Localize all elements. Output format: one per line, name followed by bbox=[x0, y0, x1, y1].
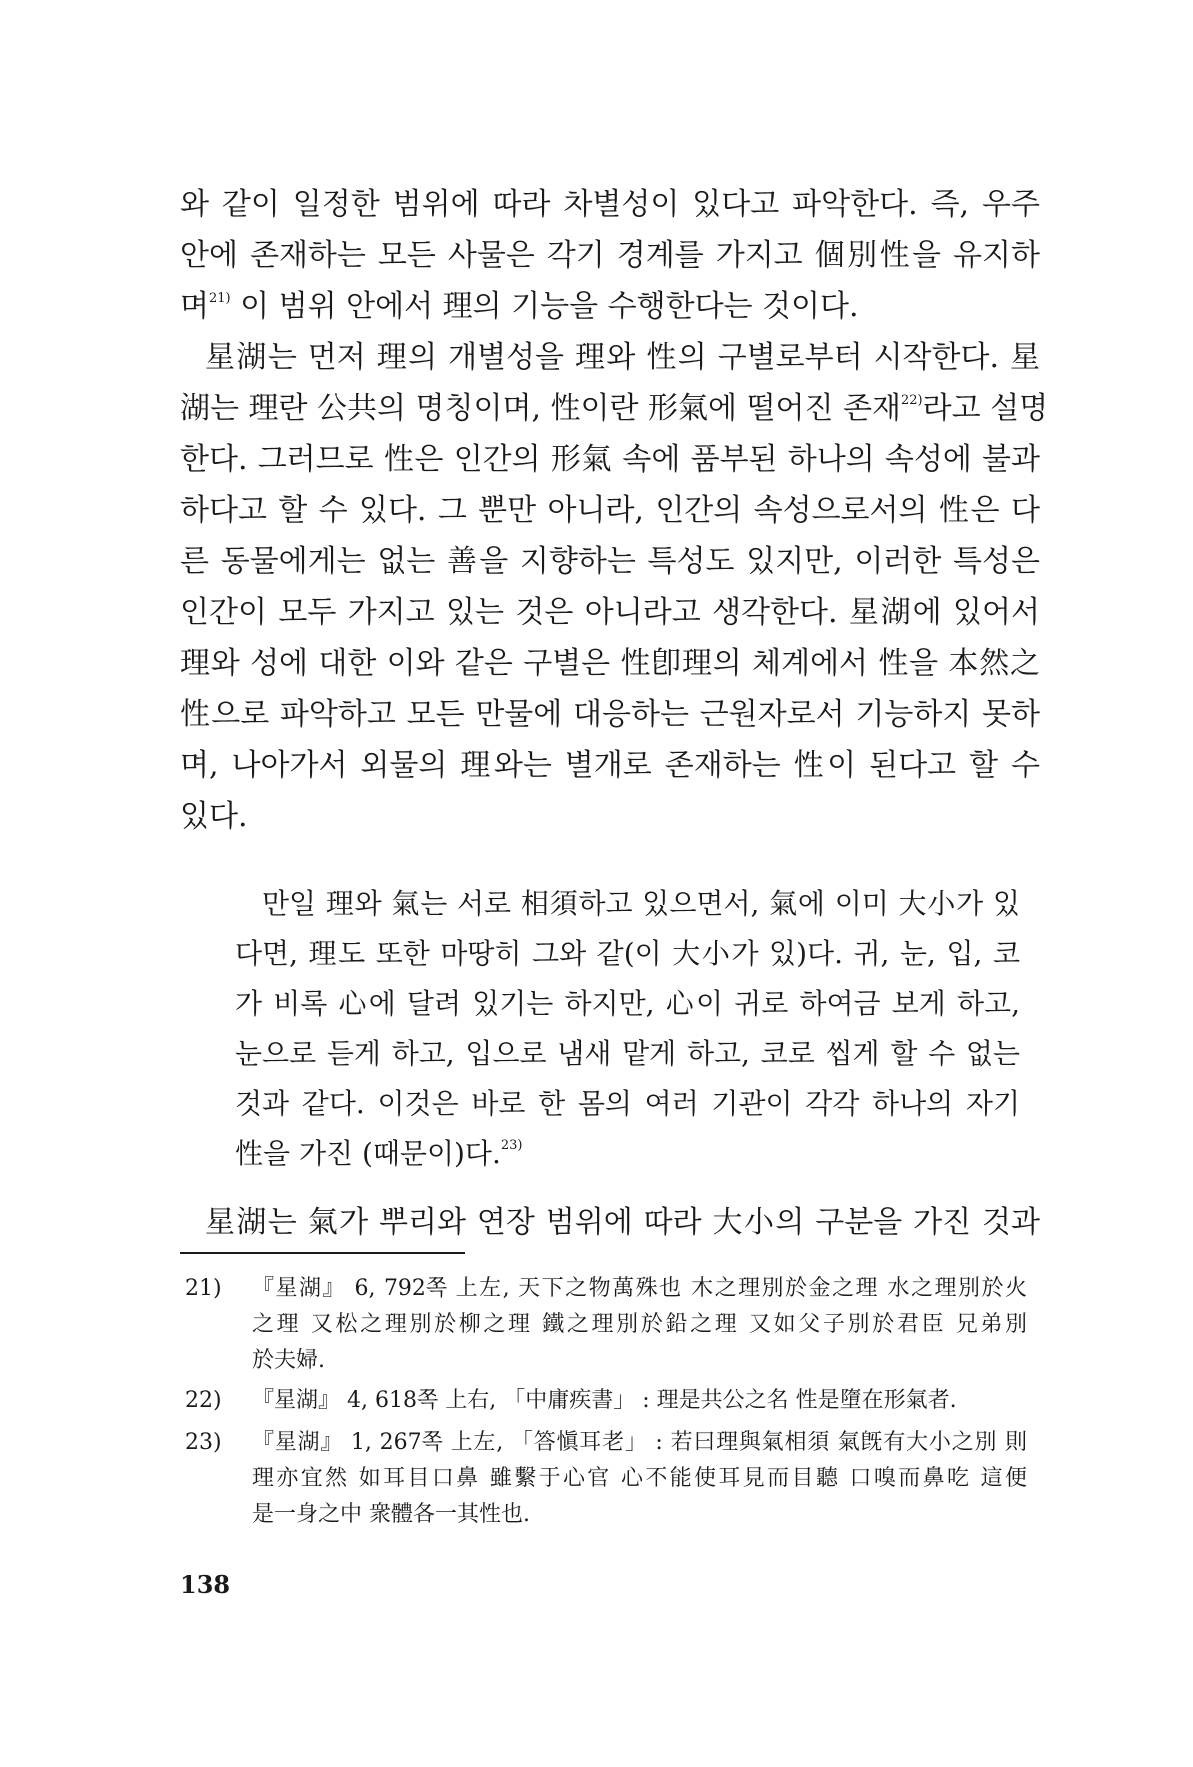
footnote-21-line-1: 『星湖』 6, 792쪽 上左, 天下之物萬殊也 木之理別於金之理 水之理別於火 bbox=[252, 1276, 1027, 1301]
footnote-23-line-1: 『星湖』 1, 267쪽 上左, 「答愼耳老」 : 若曰理與氣相須 氣旣有大小之別 則 bbox=[252, 1430, 1027, 1455]
body-line-12: 며, 나아가서 외물의 理와는 별개로 존재하는 性이 된다고 할 수 bbox=[180, 748, 1040, 783]
footnote-divider bbox=[180, 1252, 465, 1254]
footnote-23-line-2: 理亦宜然 如耳目口鼻 雖繫于心官 心不能使耳見而目聽 口嗅而鼻吃 這便 bbox=[252, 1466, 1027, 1491]
body-line-5-rest: 라고 설명 bbox=[922, 391, 1049, 426]
footnote-ref-23: 23) bbox=[500, 1138, 523, 1153]
footnote-23-number: 23) bbox=[185, 1430, 222, 1455]
body-line-3-start: 며 bbox=[180, 289, 209, 324]
body-line-3 bbox=[180, 289, 1040, 324]
body-line-9: 인간이 모두 가지고 있는 것은 아니라고 생각한다. 星湖에 있어서 bbox=[180, 595, 1040, 630]
footnote-22-line-1: 『星湖』 4, 618쪽 上右, 「中庸疾書」 : 理是共公之名 性是墮在形氣者. bbox=[252, 1388, 957, 1413]
quote-line-3: 가 비록 心에 달려 있기는 하지만, 心이 귀로 하여금 보게 하고, bbox=[235, 987, 1020, 1020]
footnote-22-number: 22) bbox=[185, 1388, 222, 1413]
footnote-21-line-3: 於夫婦. bbox=[252, 1348, 325, 1373]
page-number: 138 bbox=[180, 1570, 231, 1599]
quote-line-1: 만일 理와 氣는 서로 相須하고 있으면서, 氣에 이미 大小가 있 bbox=[262, 887, 1020, 920]
body-line-11: 性으로 파악하고 모든 만물에 대응하는 근원자로서 기능하지 못하 bbox=[180, 697, 1040, 732]
body-line-7: 하다고 할 수 있다. 그 뿐만 아니라, 인간의 속성으로서의 性은 다 bbox=[180, 493, 1040, 528]
footnote-ref-22: 22) bbox=[901, 393, 923, 408]
body-line-1: 와 같이 일정한 범위에 따라 차별성이 있다고 파악한다. 즉, 우주 bbox=[180, 187, 1040, 222]
body-line-4: 星湖는 먼저 理의 개별성을 理와 性의 구별로부터 시작한다. 星 bbox=[205, 340, 1040, 375]
quote-line-2: 다면, 理도 또한 마땅히 그와 같(이 大小가 있)다. 귀, 눈, 입, 코 bbox=[235, 937, 1020, 970]
quote-line-6-text: 性을 가진 (때문이)다. bbox=[235, 1137, 501, 1170]
body-line-after-quote: 星湖는 氣가 뿌리와 연장 범위에 따라 大小의 구분을 가진 것과 bbox=[205, 1205, 1040, 1240]
body-line-6: 한다. 그러므로 性은 인간의 形氣 속에 품부된 하나의 속성에 불과 bbox=[180, 442, 1040, 477]
body-line-3-rest: 이 범위 안에서 理의 기능을 수행한다는 것이다. bbox=[230, 289, 859, 324]
footnote-21-number: 21) bbox=[185, 1276, 222, 1301]
body-line-5 bbox=[180, 391, 1049, 426]
body-line-2: 안에 존재하는 모든 사물은 각기 경계를 가지고 個別性을 유지하 bbox=[180, 238, 1040, 273]
footnote-23-line-3: 是一身之中 衆體各一其性也. bbox=[252, 1502, 530, 1527]
quote-line-4: 눈으로 듣게 하고, 입으로 냄새 맡게 하고, 코로 씹게 할 수 없는 bbox=[235, 1037, 1020, 1070]
body-line-10: 理와 성에 대한 이와 같은 구별은 性卽理의 체계에서 性을 本然之 bbox=[180, 646, 1040, 681]
body-line-13: 있다. bbox=[180, 799, 248, 834]
quote-line-5: 것과 같다. 이것은 바로 한 몸의 여러 기관이 각각 하나의 자기 bbox=[235, 1087, 1020, 1120]
quote-line-6 bbox=[235, 1137, 1020, 1170]
footnote-ref-21: 21) bbox=[208, 291, 231, 306]
footnote-21-line-2: 之理 又松之理別於柳之理 鐵之理別於鉛之理 又如父子別於君臣 兄弟別 bbox=[252, 1312, 1027, 1337]
body-line-8: 른 동물에게는 없는 善을 지향하는 특성도 있지만, 이러한 특성은 bbox=[180, 544, 1040, 579]
body-line-5-start: 湖는 理란 公共의 명칭이며, 性이란 形氣에 떨어진 존재 bbox=[180, 391, 901, 426]
